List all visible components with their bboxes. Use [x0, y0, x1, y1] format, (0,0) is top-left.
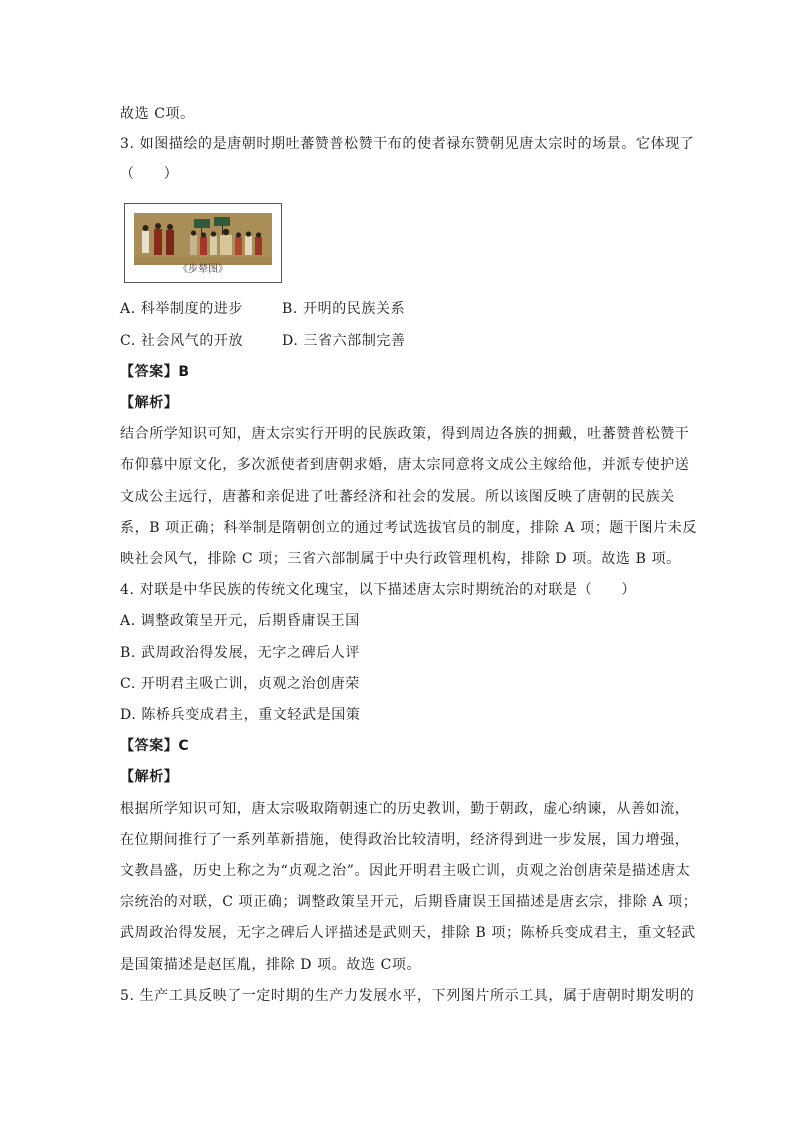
previous-conclusion: 故选 C项。 — [120, 106, 195, 122]
q4-analysis-line: 在位期间推行了一系列革新措施，使得政治比较清明，经济得到进一步发展，国力增强， — [120, 832, 690, 848]
q3-option-c: C. 社会风气的开放 — [120, 333, 244, 349]
q4-analysis-line: 根据所学知识可知，唐太宗吸取隋朝速亡的历史教训，勤于朝政，虚心纳谏，从善如流， — [120, 801, 690, 817]
q4-analysis-line: 武周政治得发展，无字之碑后人评描述是武则天，排除 B 项；陈桥兵变成君主，重文轻武 — [120, 925, 696, 941]
q3-analysis-line: 映社会风气，排除 C 项；三省六部制属于中央行政管理机构，排除 D 项。故选 B 项。 — [120, 551, 681, 567]
painting-figure — [124, 203, 282, 283]
q3-analysis-line: 布仰慕中原文化，多次派使者到唐朝求婚，唐太宗同意将文成公主嫁给他，并派专使护送 — [120, 457, 690, 473]
q3-analysis-line: 文成公主远行，唐蕃和亲促进了吐蕃经济和社会的发展。所以该图反映了唐朝的民族关 — [120, 489, 675, 505]
q3-option-b: B. 开明的民族关系 — [282, 301, 406, 317]
q4-answer: 【答案】C — [120, 738, 190, 754]
q4-analysis-line: 宗统治的对联，C 项正确；调整政策呈开元，后期昏庸误王国描述是唐玄宗，排除 A 项； — [120, 894, 698, 910]
question-4-stem: 4. 对联是中华民族的传统文化瑰宝，以下描述唐太宗时期统治的对联是（ ） — [120, 582, 637, 598]
q4-option-a: A. 调整政策呈开元，后期昏庸误王国 — [120, 613, 360, 629]
q3-analysis-line: 系，B 项正确；科举制是隋朝创立的通过考试选拔官员的制度，排除 A 项；题干图片未反 — [120, 520, 697, 536]
question-5-stem: 5. 生产工具反映了一定时期的生产力发展水平，下列图片所示工具，属于唐朝时期发明的 — [120, 988, 695, 1004]
q3-analysis-line: 结合所学知识可知，唐太宗实行开明的民族政策，得到周边各族的拥戴，吐蕃赞普松赞干 — [120, 426, 690, 442]
question-3-stem: 3. 如图描绘的是唐朝时期吐蕃赞普松赞干布的使者禄东赞朝见唐太宗时的场景。它体现了 — [120, 136, 695, 152]
q4-analysis-heading: 【解析】 — [120, 769, 179, 785]
painting-image — [134, 213, 272, 265]
q4-option-c: C. 开明君主吸亡训，贞观之治创唐荣 — [120, 676, 360, 692]
q4-option-b: B. 武周政治得发展，无字之碑后人评 — [120, 645, 360, 661]
figure-caption: 《步辇图》 — [178, 264, 228, 275]
question-3-blank: （ ） — [120, 166, 179, 182]
q4-analysis-line: 是国策描述是赵匡胤，排除 D 项。故选 C项。 — [120, 957, 422, 973]
q3-option-d: D. 三省六部制完善 — [282, 333, 406, 349]
q3-analysis-heading: 【解析】 — [120, 395, 179, 411]
q4-option-d: D. 陈桥兵变成君主，重文轻武是国策 — [120, 707, 361, 723]
q3-answer: 【答案】B — [120, 364, 190, 380]
q3-option-a: A. 科举制度的进步 — [120, 301, 244, 317]
q4-analysis-line: 文教昌盛，历史上称之为“贞观之治”。因此开明君主吸亡训，贞观之治创唐荣是描述唐太 — [120, 863, 691, 879]
